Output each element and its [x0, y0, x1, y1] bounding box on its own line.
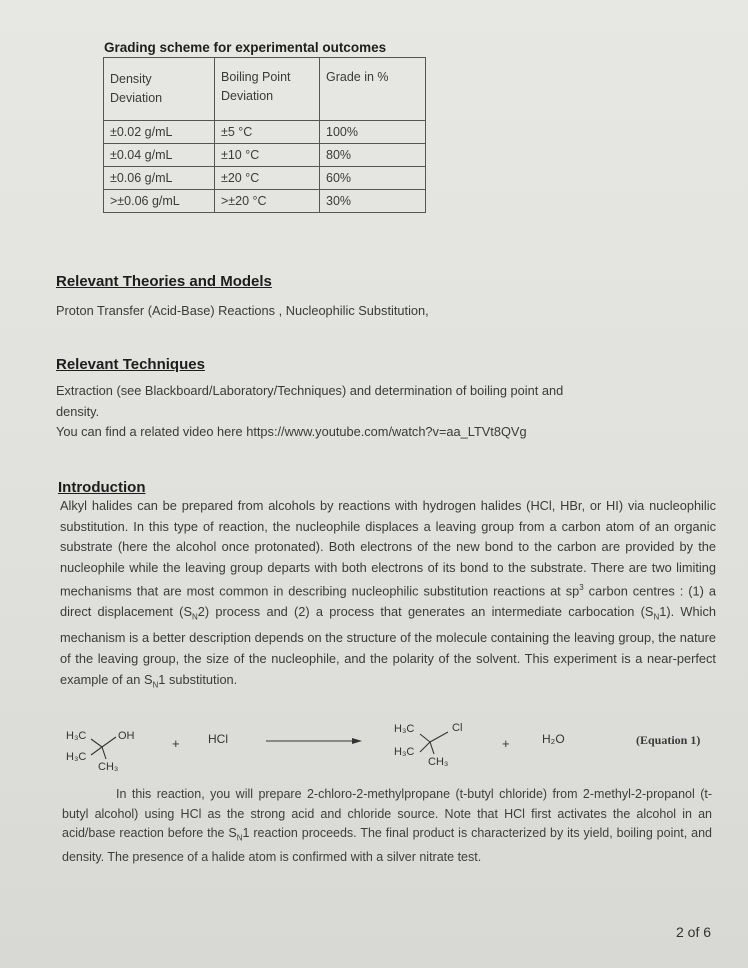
- theories-heading: Relevant Theories and Models: [56, 273, 272, 290]
- page-number: 2 of 6: [676, 924, 712, 940]
- header-density-line1: Density: [110, 72, 152, 86]
- table-header-row: [104, 58, 426, 121]
- intro-text-d: 1). Which mechanism is a better description depends on the structure of the molecule containing the leaving group, the nature of the leaving group, the size of the nucleophile, and the polarity of the solvent. This experiment is a near-perfect example of an S: [60, 604, 716, 687]
- cell-bp: ±5 °C: [215, 121, 320, 144]
- intro-text-e: 1 substitution.: [158, 671, 238, 687]
- table-caption: Grading scheme for experimental outcomes: [104, 40, 387, 55]
- p1-methyl-bottom: CH₃: [428, 756, 449, 768]
- intro-text-c: 2) process and (2) a process that generates an intermediate carbocation (S: [197, 604, 654, 620]
- cell-grade: 60%: [320, 167, 426, 190]
- header-boiling-point: [215, 58, 320, 121]
- techniques-link[interactable]: You can find a related video here https://www.youtube.com/watch?v=aa_LTVt8QVg: [56, 424, 527, 439]
- procedure-text-a: In this reaction, you will prepare 2-chloro-2-methylpropane (t-butyl chloride) from 2-methyl-2-propanol (t-butyl alcohol) using HCl as the strong acid and chloride source. Note that HCl first activates the alcohol in an acid/base reaction before the S: [62, 787, 712, 840]
- water-product: H₂O: [542, 732, 565, 746]
- reaction-equation: [60, 722, 720, 782]
- procedure-paragraph: [62, 785, 712, 868]
- introduction-heading: Introduction: [58, 479, 146, 496]
- techniques-line1: Extraction (see Blackboard/Laboratory/Techniques) and determination of boiling point and: [56, 383, 564, 398]
- table-row: [104, 167, 426, 190]
- hcl-reagent: HCl: [208, 732, 228, 746]
- header-grade: [320, 58, 426, 121]
- introduction-paragraph: [60, 496, 716, 696]
- subscript-n: N: [152, 680, 159, 690]
- r1-hydroxyl: OH: [118, 730, 135, 742]
- p1-methyl-top: H₃C: [394, 723, 415, 735]
- techniques-heading: Relevant Techniques: [56, 356, 205, 373]
- cell-density: ±0.02 g/mL: [104, 121, 215, 144]
- subscript-n: N: [653, 612, 660, 622]
- subscript-n: N: [191, 612, 198, 622]
- intro-text-b: carbon centres : (1) a direct displacement (S: [60, 583, 716, 620]
- cell-grade: 100%: [320, 121, 426, 144]
- table-row: [104, 190, 426, 213]
- p1-chlorine: Cl: [452, 722, 463, 734]
- r1-methyl-top: H₃C: [66, 730, 87, 742]
- plus-sign: +: [502, 736, 510, 751]
- grading-table: [103, 57, 426, 213]
- table-row: [104, 144, 426, 167]
- cell-density: ±0.06 g/mL: [104, 167, 215, 190]
- p1-methyl-left: H₃C: [394, 746, 415, 758]
- equation-label: (Equation 1): [636, 733, 701, 747]
- cell-density: ±0.04 g/mL: [104, 144, 215, 167]
- techniques-text: [56, 381, 716, 443]
- reaction-arrow-icon: [266, 736, 362, 746]
- techniques-line2: density.: [56, 403, 100, 419]
- table-row: [104, 121, 426, 144]
- intro-text-a: Alkyl halides can be prepared from alcohols by reactions with hydrogen halides (HCl, HBr, or HI) via nucleophilic substitution. In this type of reaction, the nucleophile displaces a leaving group from a carbon atom of an organic substrate (here the alcohol once protonated). Both electrons of the new bond to the carbon are provided by the nucleophile while the leaving group departs with both electrons of its bond to the substrate. There are two limiting mechanisms that are most common in describing nucleophilic substitution reactions at sp: [60, 498, 716, 599]
- cell-density: >±0.06 g/mL: [104, 190, 215, 213]
- subscript-n: N: [236, 833, 243, 843]
- procedure-text-b: 1 reaction proceeds. The final product is characterized by its yield, boiling point, and density. The presence of a halide atom is confirmed with a silver nitrate test.: [62, 826, 712, 864]
- theories-text: Proton Transfer (Acid-Base) Reactions , Nucleophilic Substitution,: [56, 303, 429, 318]
- r1-methyl-bottom: CH₃: [98, 761, 119, 773]
- cell-grade: 30%: [320, 190, 426, 213]
- header-bp-line2: Deviation: [221, 89, 274, 103]
- header-density: [104, 58, 215, 121]
- header-density-line2: Deviation: [110, 91, 163, 105]
- superscript-3: 3: [579, 583, 584, 593]
- header-bp-line1: Boiling Point: [221, 70, 291, 84]
- header-grade-text: Grade in %: [326, 70, 389, 84]
- plus-sign: +: [172, 736, 180, 751]
- cell-bp: >±20 °C: [215, 190, 320, 213]
- cell-bp: ±20 °C: [215, 167, 320, 190]
- cell-bp: ±10 °C: [215, 144, 320, 167]
- cell-grade: 80%: [320, 144, 426, 167]
- r1-methyl-left: H₃C: [66, 751, 87, 763]
